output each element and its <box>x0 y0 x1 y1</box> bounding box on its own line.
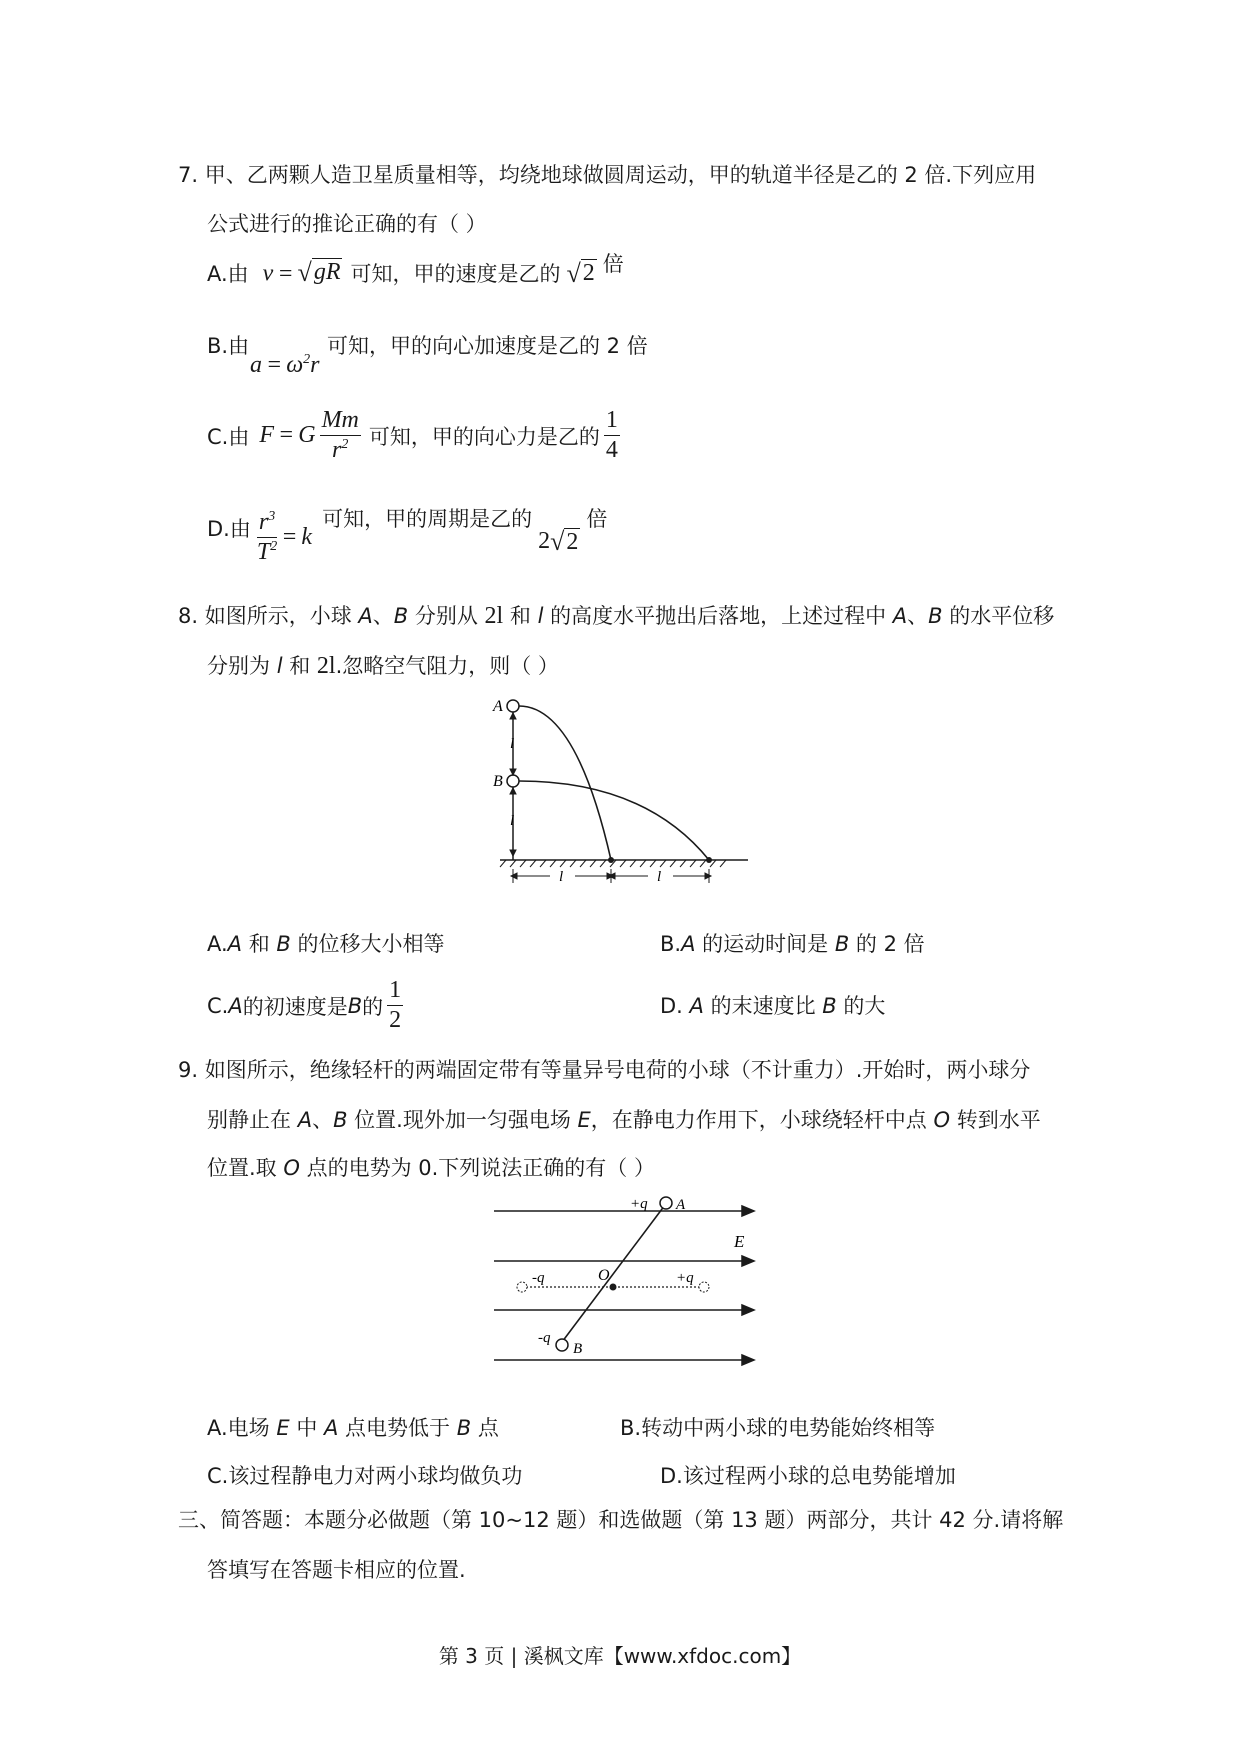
q9-stem-line2: 别静止在 A、B 位置.现外加一匀强电场 E，在静电力作用下，小球绕轻杆中点 O 转到水平 <box>207 1108 1041 1132</box>
ball-a <box>660 1197 672 1209</box>
formula-v: v = √ gR <box>262 257 341 287</box>
q8-stem-line2: 分别为 l 和 2l.忽略空气阻力，则（ ） <box>207 653 559 679</box>
q7-stem-line1: 7. 甲、乙两颗人造卫星质量相等，均绕地球做圆周运动，甲的轨道半径是乙的 2 倍.下列应用 <box>178 163 1037 187</box>
q9-option-a[interactable]: A.电场 E 中 A 点电势低于 B 点 <box>207 1416 499 1440</box>
value-one-quarter: $\frac{1}{4}$ <box>605 407 618 464</box>
q8-stem-line1: 8. 如图所示，小球 A、B 分别从 2l 和 l 的高度水平抛出后落地，上述过程中 A、B 的水平位移 <box>178 603 1055 629</box>
q9-electric-field-figure <box>480 1190 760 1375</box>
option-label: B.由 <box>207 334 250 358</box>
formula-f: F = G $\frac{Mm}{r^2}$ <box>259 407 359 464</box>
trajectory-b <box>519 781 709 860</box>
q9-stem-line1: 9. 如图所示，绝缘轻杆的两端固定带有等量异号电荷的小球（不计重力）.开始时，两小球分 <box>178 1058 1031 1082</box>
q8-option-b[interactable]: B.A 的运动时间是 B 的 2 倍 <box>660 932 925 956</box>
trajectory-a <box>519 706 611 860</box>
section3-line1: 三、简答题：本题分必做题（第 10~12 题）和选做题（第 13 题）两部分，共计 42 分.请将解 <box>178 1508 1064 1532</box>
svg-text:B: B <box>573 1341 583 1357</box>
q9-option-b[interactable]: B.转动中两小球的电势能始终相等 <box>620 1416 936 1440</box>
option-text: 可知，甲的向心力是乙的 <box>368 424 600 449</box>
ball-b <box>556 1339 568 1351</box>
option-text: 可知，甲的向心加速度是乙的 2 倍 <box>327 334 648 358</box>
section3-line2: 答填写在答题卡相应的位置. <box>207 1558 466 1582</box>
q7-option-c[interactable] <box>207 408 620 463</box>
formula-a: $a = \omega^2r$ <box>250 352 320 378</box>
option-suffix: 倍 <box>602 252 624 276</box>
q8-option-a[interactable]: A.A 和 B 的位移大小相等 <box>207 932 445 956</box>
q7-stem-line2: 公式进行的推论正确的有（ ） <box>207 212 487 236</box>
value-2sqrt2: 2 √ 2 <box>538 527 579 557</box>
svg-text:+q: +q <box>630 1196 648 1212</box>
option-suffix: 倍 <box>586 506 608 531</box>
svg-text:E: E <box>734 1232 745 1251</box>
q9-option-c[interactable]: C.该过程静电力对两小球均做负功 <box>207 1464 523 1488</box>
q8-projectile-figure <box>480 685 760 885</box>
label-a: A <box>493 698 503 715</box>
svg-text:+q: +q <box>676 1270 694 1286</box>
option-text: 可知，甲的周期是乙的 <box>322 506 533 531</box>
q9-stem-line3: 位置.取 O 点的电势为 0.下列说法正确的有（ ） <box>207 1156 655 1180</box>
rod <box>562 1205 665 1342</box>
svg-text:O: O <box>598 1267 610 1284</box>
q8-option-c[interactable]: C. A 的初速度是 B 的 $\frac{1}{2}$ <box>207 977 402 1034</box>
q7-option-d[interactable] <box>207 500 608 566</box>
label-b: B <box>493 773 503 790</box>
q7-option-a[interactable] <box>207 252 624 288</box>
formula-kepler: $\frac{r^3}{T^2}$ = k <box>256 509 313 566</box>
ball-b <box>507 775 519 787</box>
q7-option-b[interactable] <box>207 330 648 378</box>
svg-text:-q: -q <box>538 1330 551 1346</box>
label-l-upper: l <box>510 736 515 752</box>
label-l-right: l <box>657 869 662 885</box>
page-footer: 第 3 页 | 溪枫文库【www.xfdoc.com】 <box>438 1644 802 1668</box>
value-one-half: $\frac{1}{2}$ <box>389 977 402 1034</box>
label-l-left: l <box>559 869 564 885</box>
option-label: A.由 <box>207 262 249 286</box>
svg-text:-q: -q <box>532 1270 545 1286</box>
q8-option-d[interactable]: D. A 的末速度比 B 的大 <box>660 994 886 1018</box>
svg-text:A: A <box>676 1197 686 1213</box>
option-label: C.由 <box>207 424 250 449</box>
ball-a <box>507 700 519 712</box>
option-text: 可知，甲的速度是乙的 <box>350 262 561 286</box>
label-l-lower: l <box>510 813 515 829</box>
q9-option-d[interactable]: D.该过程两小球的总电势能增加 <box>660 1464 956 1488</box>
pivot-o <box>610 1284 617 1291</box>
option-label: D.由 <box>207 516 251 541</box>
value-sqrt2: √ 2 <box>566 258 595 288</box>
